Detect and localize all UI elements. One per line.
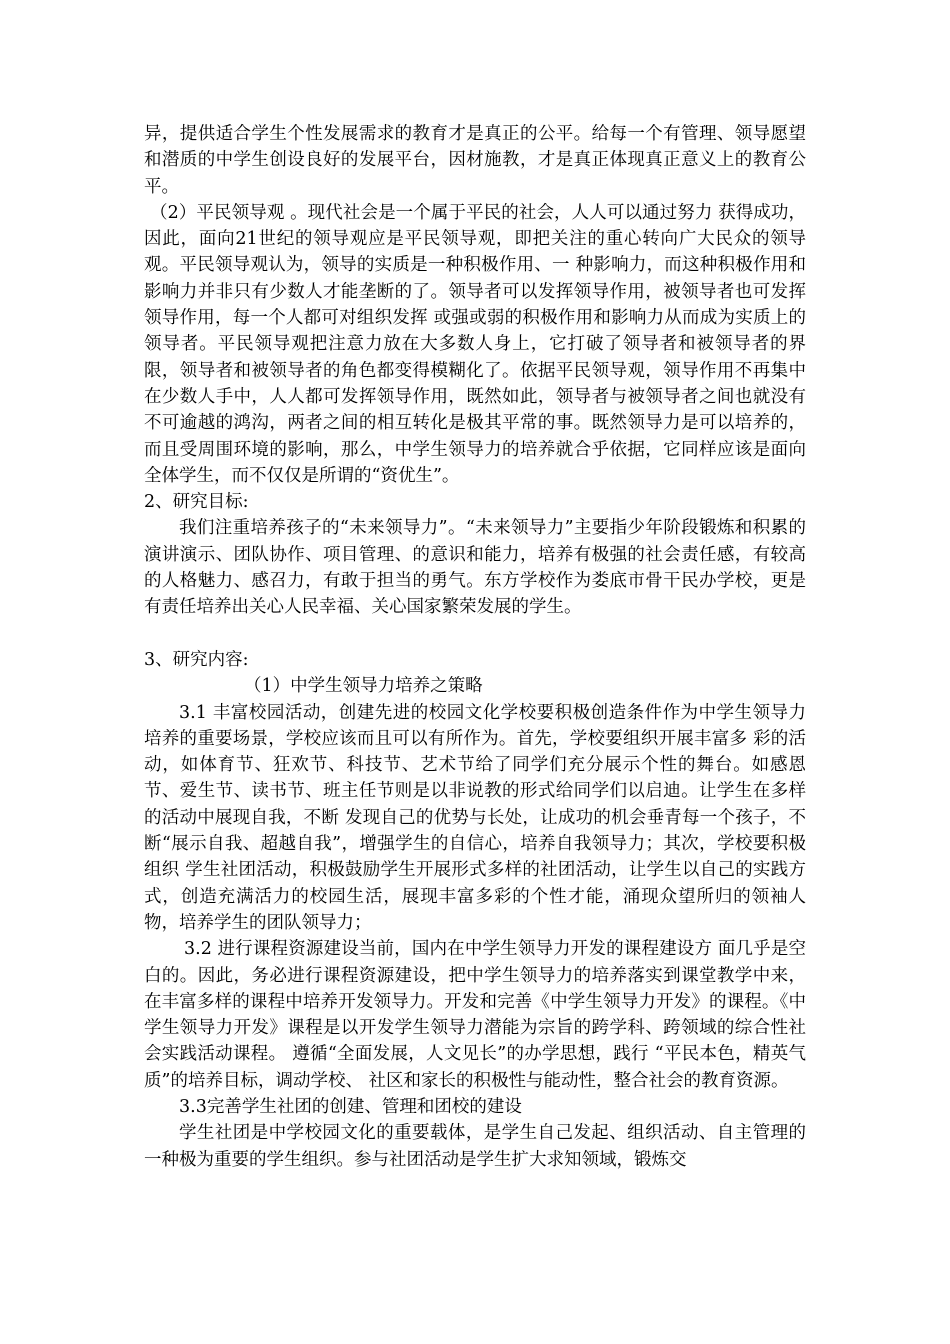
paragraph-campus-activities: 3.1 丰富校园活动，创建先进的校园文化学校要积极创造条件作为中学生领导力培养的重要场景，学校应该而且可以有所作为。首先，学校要组织开展丰富多 彩的活动，如体育节、狂欢节、科技节、艺术节给了同学们充分展示个性的舞台。如感恩节、爱生节、读书节、班主任节则是以非说教的形式给同学们以启迪。让学生在多样的活动中展现自我，不断 发现自己的优势与长处，让成功的机会垂青每一个孩子，不断“展示自我、超越自我”，增强学生的自信心，培养自我领导力；其次，学校要积极组织 学生社团活动，积极鼓励学生开展形式多样的社团活动，让学生以自己的实践方式，创造充满活力的校园生活，展现丰富多彩的个性才能，涌现众望所归的领袖人物，培养学生的团队领导力； [144, 702, 806, 933]
paragraph-student-clubs: 学生社团是中学校园文化的重要载体，是学生自己发起、组织活动、自主管理的一种极为重要的学生组织。参与社团活动是学生扩大求知领域，锻炼交 [144, 1123, 806, 1170]
section-heading-research-goals: 2、研究目标: [144, 492, 249, 513]
subheading-strategies: （1）中学生领导力培养之策略 [244, 676, 483, 697]
paragraph-curriculum: 3.2 进行课程资源建设当前，国内在中学生领导力开发的课程建设方 面几乎是空白的。因此，务必进行课程资源建设，把中学生领导力的培养落实到课堂教学中来，在丰富多样的课程中培养开发领导力。开发和完善《中学生领导力开发》的课程。《中学生领导力开发》课程是以开发学生领导力潜能为宗旨的跨学科、跨领域的综合性社会实践活动课程。 遵循“全面发展，人文见长”的办学思想，践行 “平民本色，精英气质”的培养目标，调动学校、 社区和家长的积极性与能动性，整合社会的教育资源。 [144, 939, 806, 1091]
paragraph-civilian-leadership: （2）平民领导观 。现代社会是一个属于平民的社会，人人可以通过努力 获得成功，因此，面向21世纪的领导观应是平民领导观，即把关注的重心转向广大民众的领导观。平民领导观认为，领导的实质是一种积极作用、一 种影响力，而这种积极作用和影响力并非只有少数人才能垄断的了。领导者可以发挥领导作用，被领导者也可发挥领导作用，每一个人都可对组织发挥 或强或弱的积极作用和影响力从而成为实质上的 领导者。平民领导观把注意力放在大多数人身上，它打破了领导者和被领导者的界限，领导者和被领导者的角色都变得模糊化了。依据平民领导观，领导作用不再集中在少数人手中，人人都可发挥领导作用，既然如此，领导者与被领导者之间也就没有不可逾越的鸿沟，两者之间的相互转化是极其平常的事。既然领导力是可以培养的，而且受周围环境的影响，那么，中学生领导力的培养就合乎依据，它同样应该是面向全体学生，而不仅仅是所谓的“资优生”。 [144, 202, 806, 486]
paragraph-equity: 异，提供适合学生个性发展需求的教育才是真正的公平。给每一个有管理、领导愿望和潜质的中学生创设良好的发展平台，因材施教，才是真正体现真正意义上的教育公平。 [144, 124, 806, 197]
subheading-student-clubs: 3.3完善学生社团的创建、管理和团校的建设 [179, 1096, 522, 1117]
section-heading-research-content: 3、研究内容: [144, 649, 249, 670]
document-body [144, 121, 806, 1173]
blank-line [144, 621, 806, 647]
paragraph-research-goals: 我们注重培养孩子的“未来领导力”。“未来领导力”主要指少年阶段锻炼和积累的演讲演示、团队协作、项目管理、的意识和能力，培养有极强的社会责任感，有较高的人格魅力、感召力，有敢于担当的勇气。东方学校作为娄底市骨干民办学校，更是有责任培养出关心人民幸福、关心国家繁荣发展的学生。 [144, 518, 806, 618]
